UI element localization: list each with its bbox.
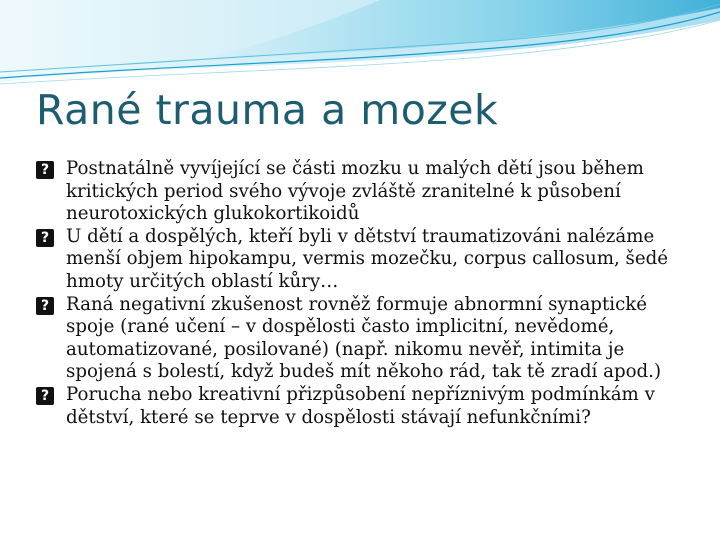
bullet-text: U dětí a dospělých, kteří byli v dětství traumatizováni nalézáme menší objem hipokampu, vermis mozečku, corpus callosum, šedé hmoty určitých oblastí kůry… <box>66 225 669 292</box>
bullet-text: Porucha nebo kreativní přizpůsobení nepříznivým podmínkám v dětství, které se teprve v dospělosti stávají nefunkčními? <box>66 383 655 428</box>
bullet-item <box>36 158 696 226</box>
bullet-glyph-icon <box>36 229 54 247</box>
bullet-glyph-icon <box>36 161 54 179</box>
bullet-glyph-icon <box>36 387 54 405</box>
bullet-item <box>36 226 696 294</box>
bullet-list <box>36 158 696 429</box>
bullet-item <box>36 294 696 384</box>
bullet-glyph-icon <box>36 297 54 315</box>
bullet-text: Raná negativní zkušenost rovněž formuje abnormní synaptické spoje (rané učení – v dospělosti často implicitní, nevědomé, automatizované, posilované) (např. nikomu nevěř, intimita je spojená s bolestí, když budeš mít někoho rád, tak tě zradí apod.) <box>66 293 662 383</box>
header-wave-decoration <box>0 0 720 100</box>
slide-title: Rané trauma a mozek <box>36 86 499 134</box>
bullet-text: Postnatálně vyvíjející se části mozku u malých dětí jsou během kritických period svého vývoje zvláště zranitelné k působení neurotoxických glukokortikoidů <box>66 158 644 225</box>
bullet-item <box>36 384 696 429</box>
